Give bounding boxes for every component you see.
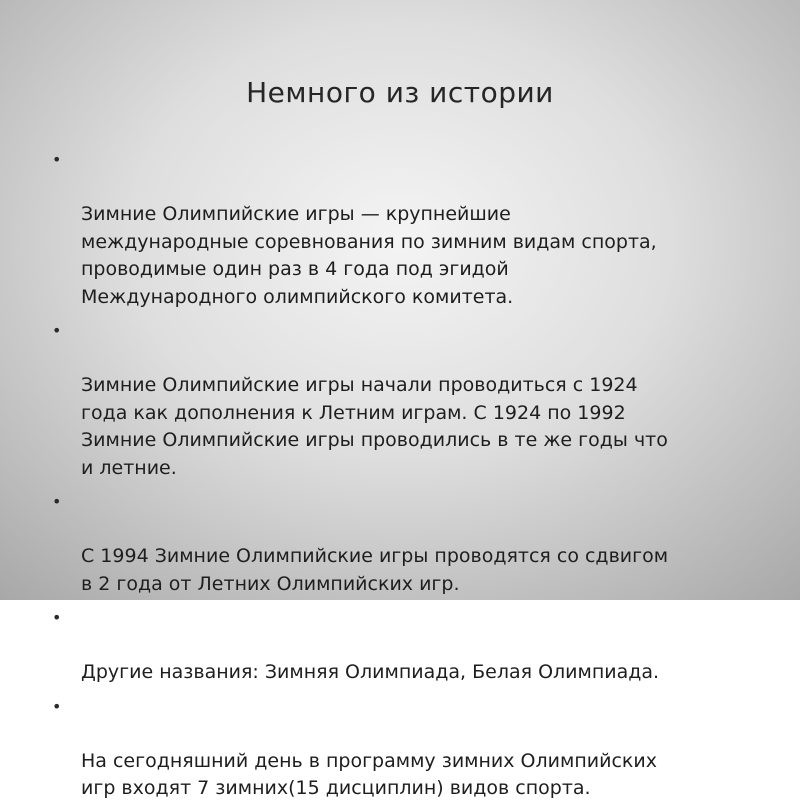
bullet-dot-icon: •	[52, 150, 62, 169]
bullet-dot-icon: •	[52, 608, 62, 627]
slide-title: Немного из истории	[246, 76, 554, 109]
bullet-dot-icon: •	[52, 492, 62, 511]
bullet-item	[52, 604, 772, 687]
bullet-text: Зимние Олимпийские игры начали проводиться с 1924 года как дополнения к Летним играм. С 1924 по 1992 Зимние Олимпийские игры проводились в те же годы что и летние.	[81, 374, 668, 479]
bullet-item	[52, 488, 772, 598]
bullet-text: С 1994 Зимние Олимпийские игры проводятся со сдвигом в 2 года от Летних Олимпийских игр.	[81, 545, 669, 595]
bullet-item	[52, 693, 772, 803]
bullet-item	[52, 317, 772, 482]
bullet-dot-icon: •	[52, 696, 62, 716]
bullet-item	[52, 146, 772, 311]
bullet-text: Зимние Олимпийские игры — крупнейшие международные соревнования по зимним видам спорта, проводимые один раз в 4 года под эгидой Международного олимпийского комитета.	[81, 203, 657, 308]
bullet-dot-icon: •	[52, 321, 62, 340]
bullet-text: Другие названия: Зимняя Олимпиада, Белая Олимпиада.	[81, 661, 660, 683]
bullet-text: На сегодняшний день в программу зимних Олимпийских игр входят 7 зимних(15 дисциплин) видов спорта.	[81, 749, 657, 799]
bullet-list	[52, 146, 772, 809]
